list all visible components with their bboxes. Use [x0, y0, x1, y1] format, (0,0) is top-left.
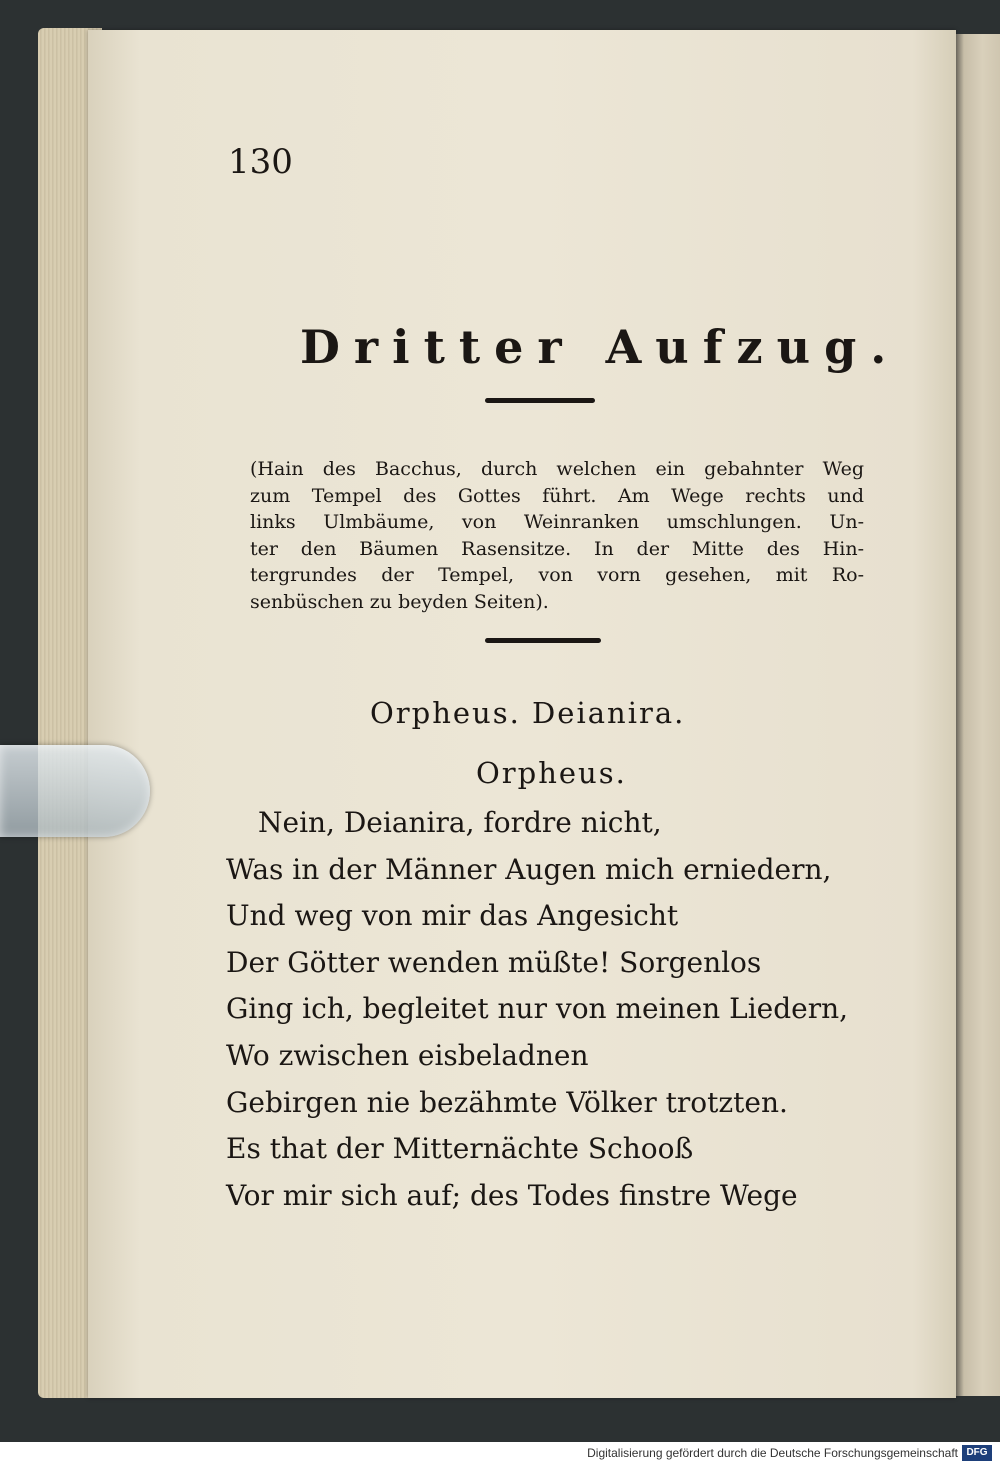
page-number: 130 [228, 142, 293, 182]
stage-direction-line: tergrundes der Tempel, von vorn gesehen, mit Ro- [250, 564, 864, 586]
speaker-name: Orpheus. [476, 756, 627, 790]
stage-direction-line: zum Tempel des Gottes führt. Am Wege rechts und [250, 484, 864, 507]
scene-characters: Orpheus. Deianira. [370, 696, 686, 730]
stage-direction-line: senbüschen zu beyden Seiten). [250, 590, 549, 613]
stage-direction-line: (Hain des Bacchus, durch welchen ein gebahnter Weg [250, 458, 864, 480]
verse-line: Der Götter wenden müßte! Sorgenlos [226, 945, 762, 979]
title-divider [485, 398, 595, 403]
verse-line: Wo zwischen eisbeladnen [226, 1038, 589, 1072]
scene-divider [485, 638, 601, 643]
bookmark-clip [0, 745, 150, 837]
act-title: Dritter Aufzug. [300, 320, 901, 374]
verse-line: Vor mir sich auf; des Todes finstre Wege [226, 1178, 798, 1212]
verse-line: Was in der Männer Augen mich erniedern, [226, 852, 832, 886]
stage-direction-line: links Ulmbäume, von Weinranken umschlungen. Un- [250, 511, 864, 533]
verse-block [226, 800, 849, 1219]
verse-line: Und weg von mir das Angesicht [226, 899, 679, 933]
verse-line: Es that der Mitternächte Schooß [226, 1132, 694, 1166]
verse-line: Ging ich, begleitet nur von meinen Liedern, [226, 992, 849, 1026]
facing-page-edge [956, 34, 1000, 1396]
funding-credit: Digitalisierung gefördert durch die Deutsche Forschungsgemeinschaft [587, 1446, 958, 1460]
verse-line: Nein, Deianira, fordre nicht, [258, 806, 662, 839]
dfg-logo: DFG [962, 1445, 992, 1461]
verse-line: Gebirgen nie bezähmte Völker trotzten. [226, 1085, 788, 1119]
footer-bar [0, 1442, 1000, 1466]
stage-direction-line: ter den Bäumen Rasensitze. In der Mitte des Hin- [250, 537, 864, 560]
stage-direction [250, 456, 864, 615]
